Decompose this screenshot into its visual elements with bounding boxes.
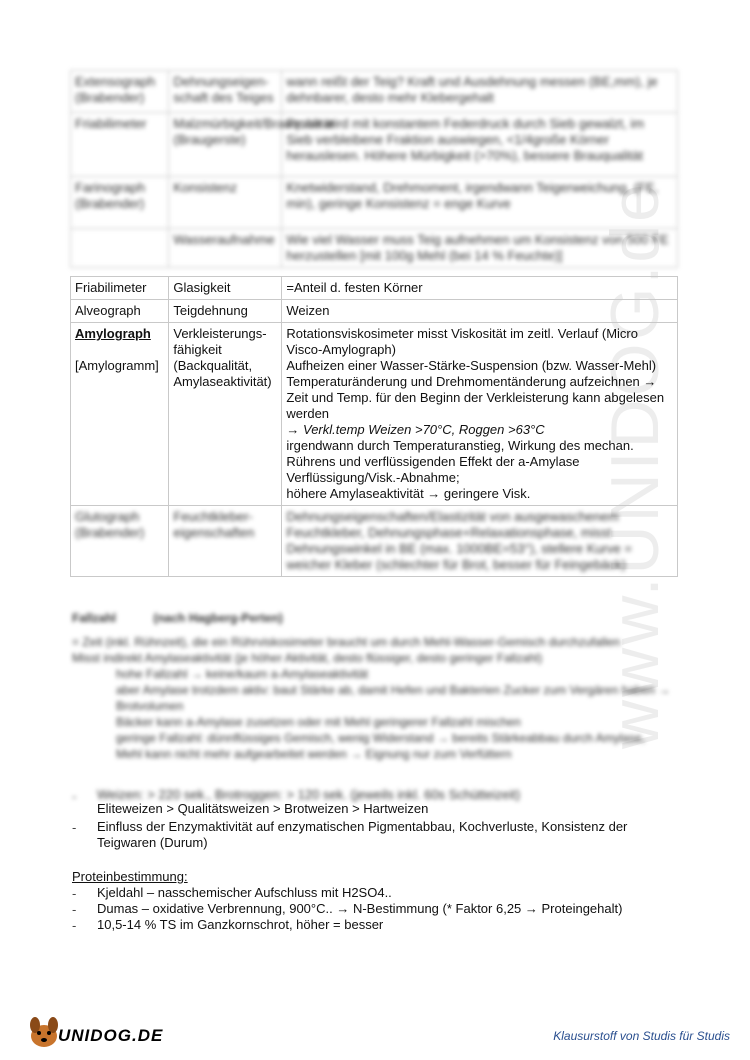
paragraph: = Zeit (inkl. Rühnzeit), die ein Rührviskosimeter braucht um durch Mehl-Wasser-Gemisch durchzufallen <box>72 635 621 649</box>
table-row <box>71 71 678 113</box>
list-item: hohe Fallzahl → keine/kaum a-Amylaseaktivität <box>116 667 369 681</box>
table-cell: Friabilimeter <box>71 113 169 177</box>
table-cell: Teigdehnung <box>169 300 282 323</box>
section-title: Proteinbestimmung: <box>72 869 188 884</box>
list-item: geringe Fallzahl: dünnflüssiges Gemisch, wenig Widerstand → bereits Stärkeabbau durch Amylase, Mehl kann nicht mehr aufgearbeitet werden → Eignung nur zum Verfüttern <box>116 731 645 761</box>
table-cell: =Anteil d. festen Körner <box>282 277 678 300</box>
table-cell: Friabilimeter <box>71 277 169 300</box>
table-cell: Weizen <box>282 300 678 323</box>
footer-tagline: Klausurstoff von Studis für Studis <box>553 1029 730 1043</box>
table-cell <box>282 323 678 506</box>
table-row <box>71 229 678 268</box>
list-item: Dumas – oxidative Verbrennung, 900°C.. → N-Bestimmung (* Faktor 6,25 → Proteingehalt) <box>97 901 623 916</box>
table-cell <box>71 229 169 268</box>
list-item: aber Amylase trotzdem aktiv: baut Stärke ab, damit Hefen und Bakterien Zucker zum Vergären haben → Brotvolumen <box>116 683 671 713</box>
table-cell: Glutograph (Brabender) <box>71 506 169 577</box>
list-item: Weizen: > 220 sek., Brotroggen: > 120 sek. (jeweils inkl. 60s Schütteizeit) <box>97 787 521 802</box>
list-item: Kjeldahl – nasschemischer Aufschluss mit H2SO4.. <box>97 885 392 900</box>
table-row <box>71 300 678 323</box>
table-row <box>71 323 678 506</box>
table-row <box>71 177 678 229</box>
table-cell: Dehnungseigenschaften/Elastizität von ausgewaschenem Feuchtkleber, Dehnungsphase+Relaxationsphase, misst Dehnungswinkel in BE (max. 1000BE=53°), stellere Kurve = weicher Kleber (schlechter für Brot, besser für Feingebäck) <box>282 506 678 577</box>
list-item: Bäcker kann a-Amylase zusetzen oder mit Mehl geringerer Fallzahl mischen <box>116 715 521 729</box>
cell-line: irgendwann durch Temperaturanstieg, Wirkung des mechan. Rührens und verflüssigenden Effekt der a-Amylase Verflüssigung/Visk.-Abnahme; <box>286 438 634 485</box>
list-item-continuation: Eliteweizen > Qualitätsweizen > Brotweizen > Hartweizen <box>97 801 429 816</box>
table-row <box>71 277 678 300</box>
table-row <box>71 113 678 177</box>
cell-line: Temperaturänderung und Drehmomentänderung aufzeichnen → Zeit und Temp. für den Beginn der Verkleisterung kann abgelesen werden <box>286 374 665 421</box>
table-cell: Konsistenz <box>169 177 282 229</box>
table-cell: Alveograph <box>71 300 169 323</box>
cell-line: → Verkl.temp Weizen >70°C, Roggen >63°C <box>286 422 545 437</box>
fallzahl-heading <box>72 610 672 626</box>
table-cell: wann reißt der Teig? Kraft und Ausdehnung messen (BE,mm), je dehnbarer, desto mehr Klebergehalt <box>282 71 678 113</box>
list-item: 10,5-14 % TS im Ganzkornschrot, höher = besser <box>97 917 384 932</box>
amylograph-heading: Amylograph <box>75 326 151 341</box>
table-cell: Malzmürbigkeit/Brauqualität (Braugerste) <box>169 113 282 177</box>
table-row <box>71 506 678 577</box>
table-cell: Probe wird mit konstantem Federdruck durch Sieb gewalzt, im Sieb verbleibene Fraktion auswiegen, <1/4große Körner herauslesen. Höhere Mürbigkeit (>70%), bessere Brauqualität <box>282 113 678 177</box>
table-cell: Wie viel Wasser muss Teig aufnehmen um Konsistenz von 500 FE herzustellen [mit 100g Mehl (bei 14 % Feuchte)] <box>282 229 678 268</box>
list-item: Einfluss der Enzymaktivität auf enzymatischen Pigmentabbau, Kochverluste, Konsistenz der Teigwaren (Durum) <box>97 819 628 850</box>
bullet-marker: - <box>72 918 77 933</box>
table-cell: Knetwiderstand, Drehmoment, irgendwann Teigerweichung, (FE, min), geringe Konsistenz = enge Kurve <box>282 177 678 229</box>
table-cell: Feuchtkleber-eigenschaften <box>169 506 282 577</box>
fallzahl-section <box>72 610 672 762</box>
cell-line: Aufheizen einer Wasser-Stärke-Suspension (bzw. Wasser-Mehl) <box>286 358 657 373</box>
unidog-logo <box>24 1012 164 1052</box>
watermark: www.UNIDOG.de <box>597 181 673 749</box>
amylogramm-label: [Amylogramm] <box>75 358 159 373</box>
table-cell: Wasseraufnahme <box>169 229 282 268</box>
table-cell: Farinograph (Brabender) <box>71 177 169 229</box>
fallzahl-title: Fallzahl <box>72 611 117 625</box>
bullet-marker: - <box>72 886 77 901</box>
bullet-marker: - <box>72 789 77 804</box>
table-cell <box>71 323 169 506</box>
table-main <box>70 276 678 577</box>
logo-text: UNIDOG.DE <box>58 1026 164 1045</box>
bullet-marker: - <box>72 820 77 835</box>
table-cell: Verkleisterungs-fähigkeit (Backqualität, Amylaseaktivität) <box>169 323 282 506</box>
cell-line: höhere Amylaseaktivität → geringere Visk. <box>286 486 531 501</box>
table-cell: Glasigkeit <box>169 277 282 300</box>
cell-line: Rotationsviskosimeter misst Viskosität im zeitl. Verlauf (Micro Visco-Amylograph) <box>286 326 638 357</box>
table-cell: Dehnungseigen-schaft des Teiges <box>169 71 282 113</box>
paragraph: Misst indirekt Amylaseaktivität (je höher Aktivität, desto flüssiger, desto geringer Fallzahl) <box>72 651 543 665</box>
table-top-blurred <box>70 70 678 268</box>
fallzahl-subtitle: (nach Hagberg-Perten) <box>153 611 283 625</box>
table-cell: Extensograph (Brabender) <box>71 71 169 113</box>
bullet-marker: - <box>72 902 77 917</box>
